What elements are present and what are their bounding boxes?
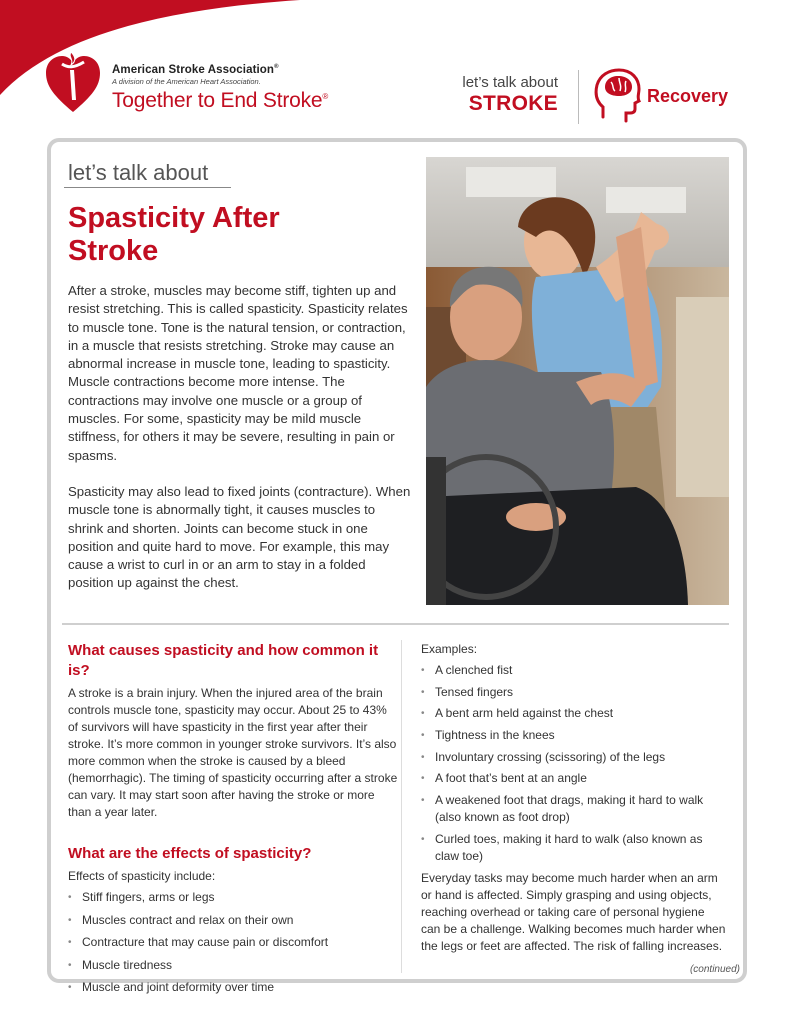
- effects-list: [68, 889, 398, 996]
- torch-heart-logo-icon: [44, 48, 102, 114]
- examples-closing: Everyday tasks may become much harder when an arm or hand is affected. Simply grasping and using objects, reaching overhead or taking care of personal hygiene can be a challenge. Walking becomes much harder when the legs or feet are affected. The risk of falling increases.: [421, 870, 726, 953]
- therapist-patient-photo: [426, 157, 729, 605]
- examples-intro: Examples:: [421, 642, 478, 656]
- brand-tagline: Together to End Stroke®: [112, 89, 329, 112]
- list-item: • A foot that’s bent at an angle: [421, 770, 726, 787]
- list-item: • A bent arm held against the chest: [421, 705, 726, 722]
- intro-paragraph-1: After a stroke, muscles may become stiff, tighten up and resist stretching. This is called spasticity. Spasticity relates to muscle tone. Tone is the natural tension, or contraction, in a muscle that resists stretching. Stroke may cause an abnormal increase in muscle tone, leading to spasticity. Muscle contractions become more intense. The contractions may involve one muscle or a group of muscles. For some, spasticity may be mild muscle stiffness, for others it may be severe, resulting in pain or spasms.: [68, 283, 408, 463]
- causes-heading: What causes spasticity and how common it is?: [68, 642, 379, 679]
- list-item: • Muscle tiredness: [68, 957, 398, 974]
- brand-name: American Stroke Association®: [112, 64, 279, 76]
- list-item: • Contracture that may cause pain or discomfort: [68, 934, 398, 951]
- column-divider: [401, 640, 402, 973]
- list-item: • Muscles contract and relax on their own: [68, 912, 398, 929]
- examples-list: [421, 662, 726, 865]
- lets-talk-underline: [64, 187, 231, 188]
- series-label: [462, 74, 558, 116]
- page-title: Spasticity After Stroke: [68, 202, 280, 267]
- effects-intro: Effects of spasticity include:: [68, 869, 216, 883]
- right-column: [421, 641, 726, 955]
- list-item: • Muscle and joint deformity over time: [68, 979, 398, 996]
- list-item: • Involuntary crossing (scissoring) of the legs: [421, 749, 726, 766]
- series-lets-talk: let’s talk about: [462, 74, 558, 91]
- brain-head-icon: [593, 67, 643, 123]
- left-column: [68, 641, 398, 1002]
- brand-block: [112, 64, 328, 113]
- continued-label: (continued): [689, 964, 740, 975]
- causes-body: A stroke is a brain injury. When the injured area of the brain controls muscle tone, spasticity may occur. About 25 to 43% of survivors will have spasticity in the first year after their stroke. It’s more common in younger stroke survivors. It’s also more common when the stroke is caused by a bleed (hemorrhagic). The timing of spasticity occurring after a stroke can vary. It may start soon after having the stroke or more than a year later.: [68, 686, 398, 819]
- series-stroke: STROKE: [468, 92, 558, 115]
- list-item: • Stiff fingers, arms or legs: [68, 889, 398, 906]
- section-separator: [62, 623, 729, 625]
- list-item: • A clenched fist: [421, 662, 726, 679]
- list-item: • Curled toes, making it hard to walk (also known as claw toe): [421, 831, 726, 865]
- category-label: Recovery: [647, 86, 729, 106]
- brand-subtitle: A division of the American Heart Association.: [112, 77, 261, 86]
- intro-paragraph-2: Spasticity may also lead to fixed joints (contracture). When muscle tone is abnormally tight, it causes muscles to shrink and shorten. Joints can become stuck in one position and quite hard to move. For example, this may cause a wrist to curl in or an arm to stay in a folded position up against the chest.: [68, 483, 411, 591]
- list-item: • Tightness in the knees: [421, 727, 726, 744]
- list-item: • Tensed fingers: [421, 684, 726, 701]
- header-divider: [578, 70, 579, 124]
- effects-heading: What are the effects of spasticity?: [68, 845, 312, 862]
- list-item: • A weakened foot that drags, making it hard to walk (also known as foot drop): [421, 792, 726, 826]
- lets-talk-about-label: let’s talk about: [68, 160, 209, 185]
- intro-text: [68, 282, 413, 611]
